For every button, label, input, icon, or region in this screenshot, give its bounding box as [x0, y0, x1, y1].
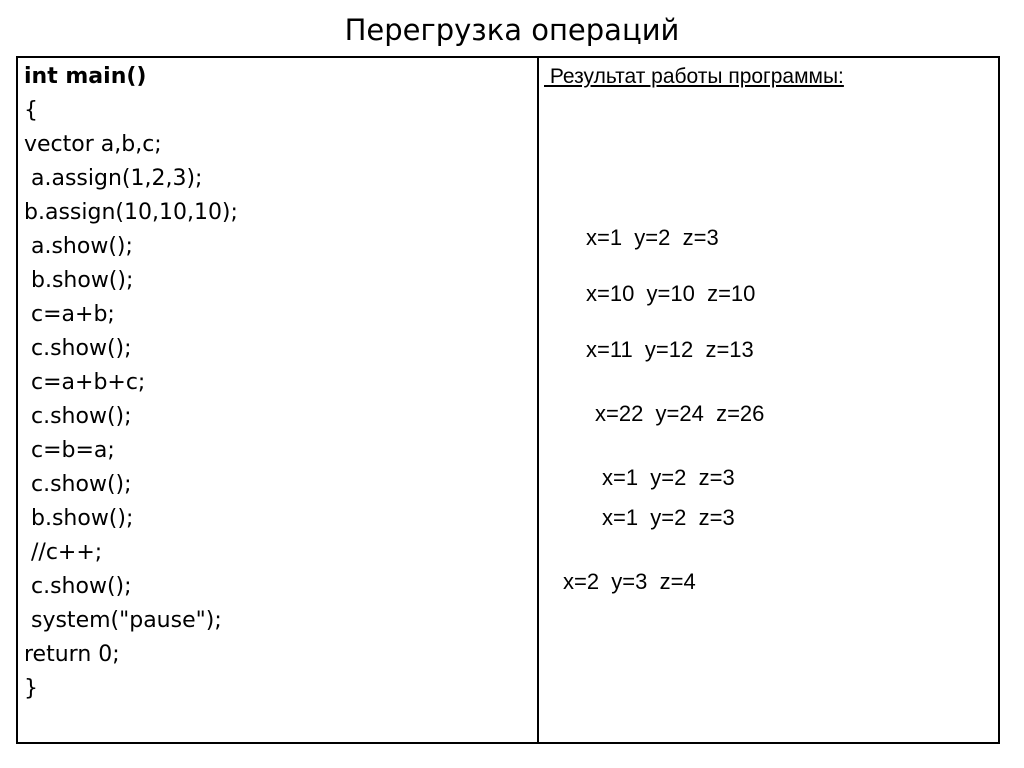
- column-divider: [537, 58, 539, 742]
- code-line: b.show();: [24, 506, 134, 531]
- code-listing: [24, 60, 238, 706]
- slide-title: Перегрузка операций: [344, 13, 680, 47]
- code-line: c.show();: [24, 336, 132, 361]
- code-line: vector a,b,c;: [24, 132, 162, 157]
- code-line: }: [24, 676, 38, 701]
- output-line: x=1 y=2 z=3: [602, 505, 735, 530]
- code-line: int main(): [24, 64, 147, 89]
- code-line: return 0;: [24, 642, 120, 667]
- code-line: //c++;: [24, 540, 103, 565]
- code-line: c.show();: [24, 574, 132, 599]
- output-line: x=1 y=2 z=3: [602, 465, 735, 490]
- output-line: x=1 y=2 z=3: [586, 225, 719, 250]
- output-line: x=11 y=12 z=13: [586, 337, 754, 362]
- code-line: c.show();: [24, 404, 132, 429]
- output-line: x=10 y=10 z=10: [586, 281, 756, 306]
- code-line: b.assign(10,10,10);: [24, 200, 238, 225]
- code-line: a.show();: [24, 234, 133, 259]
- code-line: c=b=a;: [24, 438, 115, 463]
- code-line: b.show();: [24, 268, 134, 293]
- code-line: c=a+b;: [24, 302, 115, 327]
- output-line: x=22 y=24 z=26: [595, 401, 765, 426]
- code-line: system("pause");: [24, 608, 222, 633]
- code-line: c.show();: [24, 472, 132, 497]
- code-line: a.assign(1,2,3);: [24, 166, 203, 191]
- output-line: x=2 y=3 z=4: [563, 569, 696, 594]
- code-line: c=a+b+c;: [24, 370, 146, 395]
- content-table: [16, 56, 1000, 744]
- result-heading: Результат работы программы:: [544, 65, 844, 88]
- code-line: {: [24, 98, 38, 123]
